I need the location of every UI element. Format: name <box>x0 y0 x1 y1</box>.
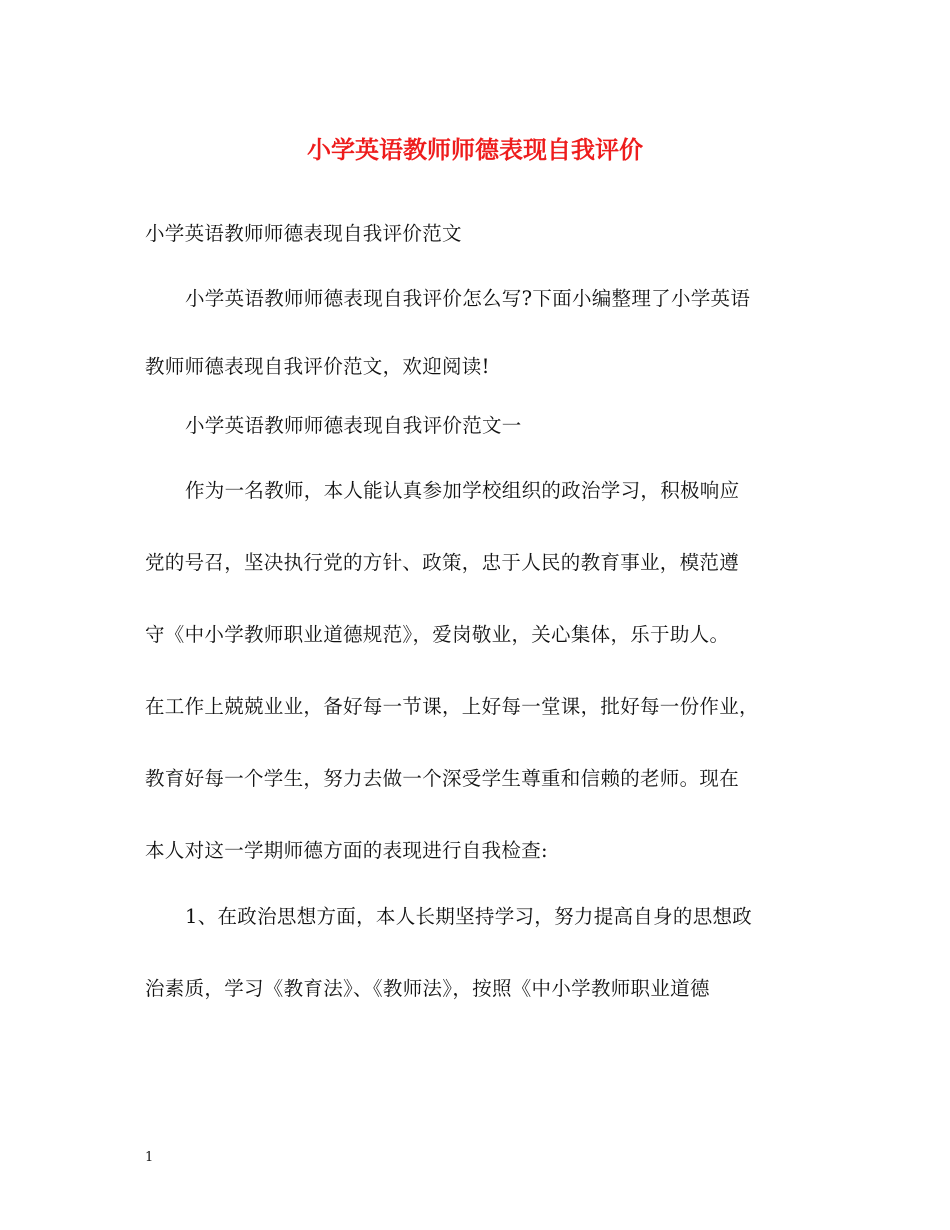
paragraph-line: 在工作上兢兢业业，备好每一节课，上好每一堂课，批好每一份作业， <box>145 695 759 718</box>
paragraph-line: 教师师德表现自我评价范文，欢迎阅读! <box>145 355 490 378</box>
subtitle-line: 小学英语教师师德表现自我评价范文 <box>145 222 462 245</box>
section-heading-line: 小学英语教师师德表现自我评价范文一 <box>185 414 522 437</box>
paragraph-line: 作为一名教师，本人能认真参加学校组织的政治学习，积极响应 <box>185 479 740 502</box>
paragraph-line: 教育好每一个学生，努力去做一个深受学生尊重和信赖的老师。现在 <box>145 767 740 790</box>
paragraph-line: 1、在政治思想方面，本人长期坚持学习，努力提高自身的思想政 <box>185 905 753 928</box>
paragraph-line: 守《中小学教师职业道德规范》，爱岗敬业，关心集体，乐于助人。 <box>145 623 730 646</box>
paragraph-line: 小学英语教师师德表现自我评价怎么写?下面小编整理了小学英语 <box>185 287 751 310</box>
paragraph-line: 本人对这一学期师德方面的表现进行自我检查: <box>145 839 548 862</box>
document-title: 小学英语教师师德表现自我评价 <box>307 135 643 164</box>
page-number: 1 <box>145 1150 154 1165</box>
paragraph-line: 治素质，学习《教育法》、《教师法》，按照《中小学教师职业道德 <box>145 977 710 1000</box>
paragraph-line: 党的号召，坚决执行党的方针、政策，忠于人民的教育事业，模范遵 <box>145 551 740 574</box>
